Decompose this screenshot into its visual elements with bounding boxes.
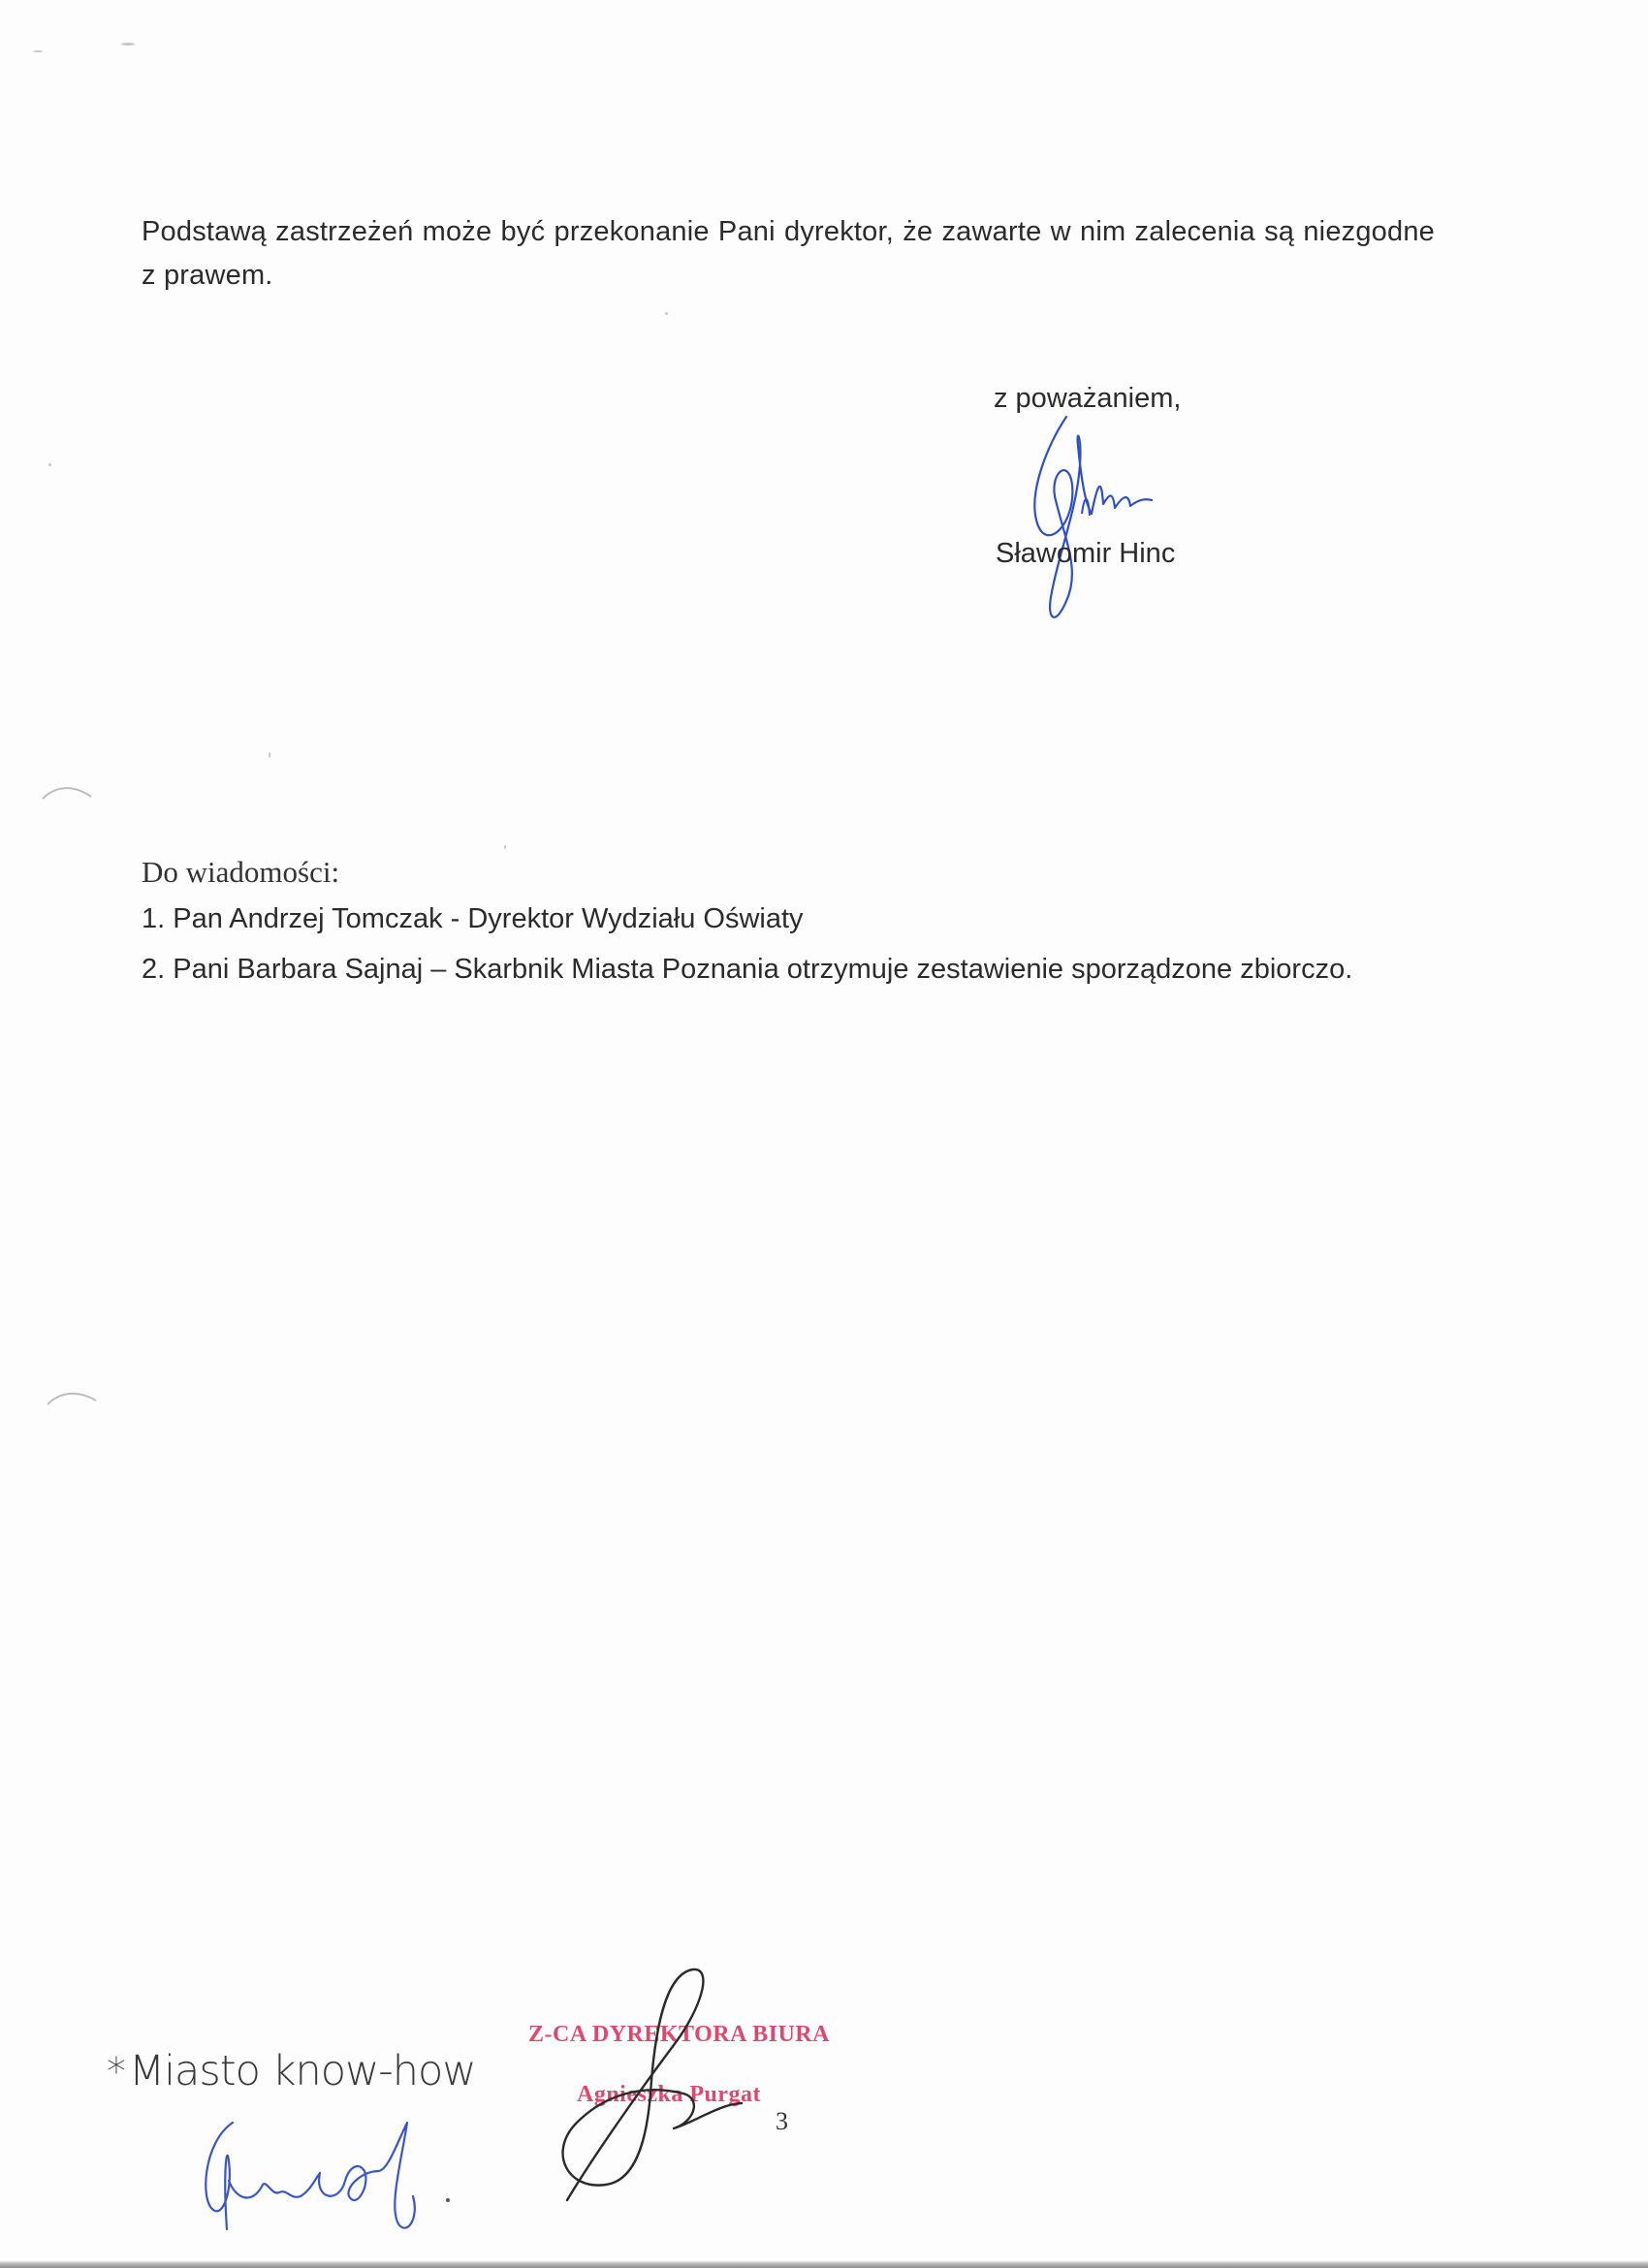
scan-speck (33, 50, 43, 52)
cc-item: 2. Pani Barbara Sajnaj – Skarbnik Miasta Poznania otrzymuje zestawienie sporządzone zbiorczo. (142, 954, 1353, 985)
slogan-star-icon: * (107, 2050, 125, 2095)
page-number: 3 (776, 2107, 788, 2135)
scan-mark (39, 775, 97, 804)
cc-list (142, 898, 1352, 999)
scan-speck (269, 752, 270, 758)
scan-bottom-edge (0, 2260, 1648, 2268)
signature-hinc-image (1008, 407, 1202, 630)
slogan-text: Miasto know-how (129, 2047, 476, 2095)
scan-speck (121, 43, 135, 46)
cc-item: 1. Pan Andrzej Tomczak - Dyrektor Wydziału Oświaty (142, 903, 804, 934)
scan-speck (48, 463, 51, 466)
closing-phrase: z poważaniem, (994, 383, 1182, 414)
scan-mark (44, 1381, 102, 1410)
slogan (107, 2047, 476, 2095)
signature-initials-image (194, 2103, 456, 2239)
signer-name: Sławomir Hinc (996, 538, 1176, 569)
letter-paragraph: Podstawą zastrzeżeń może być przekonanie Pani dyrektor, że zawarte w nim zalecenia są niezgodne z prawem. (142, 216, 1435, 291)
scan-speck (504, 845, 506, 849)
signature-purgat-image (538, 1958, 790, 2220)
scan-speck (665, 312, 668, 315)
cc-heading: Do wiadomości: (142, 855, 340, 889)
stamp-title: Z-CA DYREKTORA BIURA (528, 2022, 830, 2047)
stamp-name: Agnieszka Purgat (577, 2082, 761, 2107)
